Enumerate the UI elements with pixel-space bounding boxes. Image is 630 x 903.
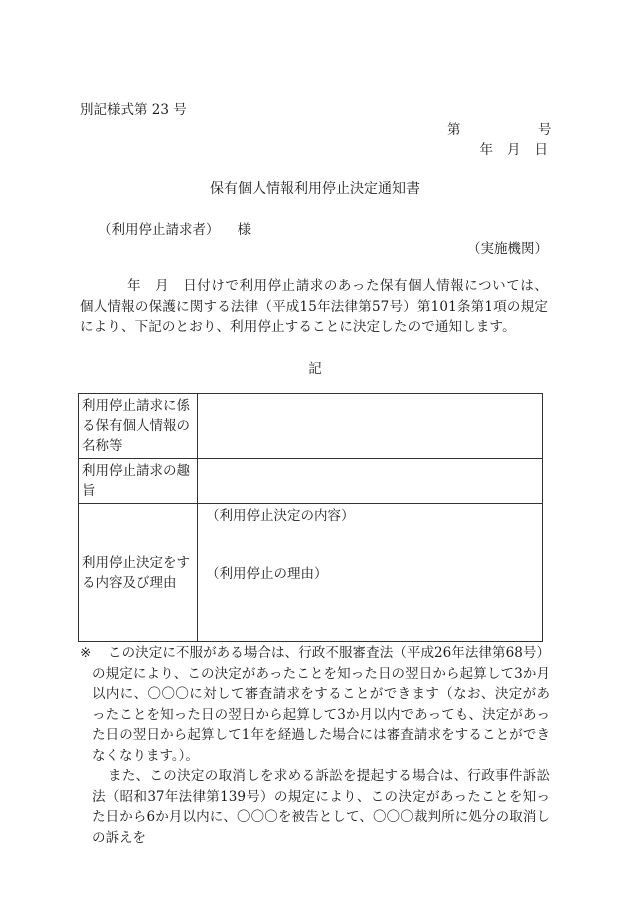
date-line	[480, 138, 549, 158]
ki-heading: 記	[308, 361, 322, 377]
addressee-line	[98, 218, 251, 238]
table-row-header: 利用停止請求に係る保有個人情報の名称等	[79, 394, 198, 459]
note-paragraph-1: この決定に不服がある場合は、行政不服審査法（平成26年法律第68号）の規定により、この決定があったことを知った日の翌日から起算して3か月以内に、〇〇〇に対して審査請求をすることができます（なお、決定があったことを知った日の翌日から起算して3か月以内であっても、決定があった日の翌日から起算して1年を経過した場合には審査請求をすることができなくなります。）。	[92, 645, 550, 764]
table-row	[79, 394, 543, 459]
note-mark: ※	[80, 645, 92, 661]
date-day: 日	[534, 142, 548, 158]
table-row-header: 利用停止決定をする内容及び理由	[79, 504, 198, 642]
date-year: 年	[479, 142, 493, 158]
date-month: 月	[507, 142, 521, 158]
form-number: 別記様式第 23 号	[80, 102, 187, 118]
document-number-prefix: 第	[447, 122, 461, 138]
table-row-header: 利用停止請求の趣旨	[79, 459, 198, 504]
body-paragraph: 年 月 日付けで利用停止請求のあった保有個人情報については、個人情報の保護に関する法律（平成15年法律第57号）第101条第1項の規定により、下記のとおり、利用停止することに決定したので通知します。	[80, 278, 548, 335]
table-row-value	[198, 504, 543, 642]
table-row	[79, 459, 543, 504]
table-row-value	[198, 459, 543, 504]
decision-reason-label: （利用停止の理由）	[206, 566, 328, 582]
issuing-organization: （実施機関）	[467, 241, 548, 257]
decision-content-label: （利用停止決定の内容）	[206, 508, 355, 524]
note-paragraph-2: また、この決定の取消しを求める訴訟を提起する場合は、行政事件訴訟法（昭和37年法律第139号）の規定により、この決定があったことを知った日から6か月以内に、〇〇〇を被告として、〇〇〇裁判所に処分の取消しの訴えを	[92, 768, 550, 846]
table-row-value	[198, 394, 543, 459]
table-row	[79, 504, 543, 642]
document-number-suffix: 号	[538, 122, 552, 138]
appeal-note	[80, 643, 550, 848]
document-title: 保有個人情報利用停止決定通知書	[210, 181, 420, 197]
addressee-honorific: 様	[237, 222, 251, 238]
info-table	[78, 393, 543, 642]
addressee-label: （利用停止請求者）	[98, 222, 220, 238]
